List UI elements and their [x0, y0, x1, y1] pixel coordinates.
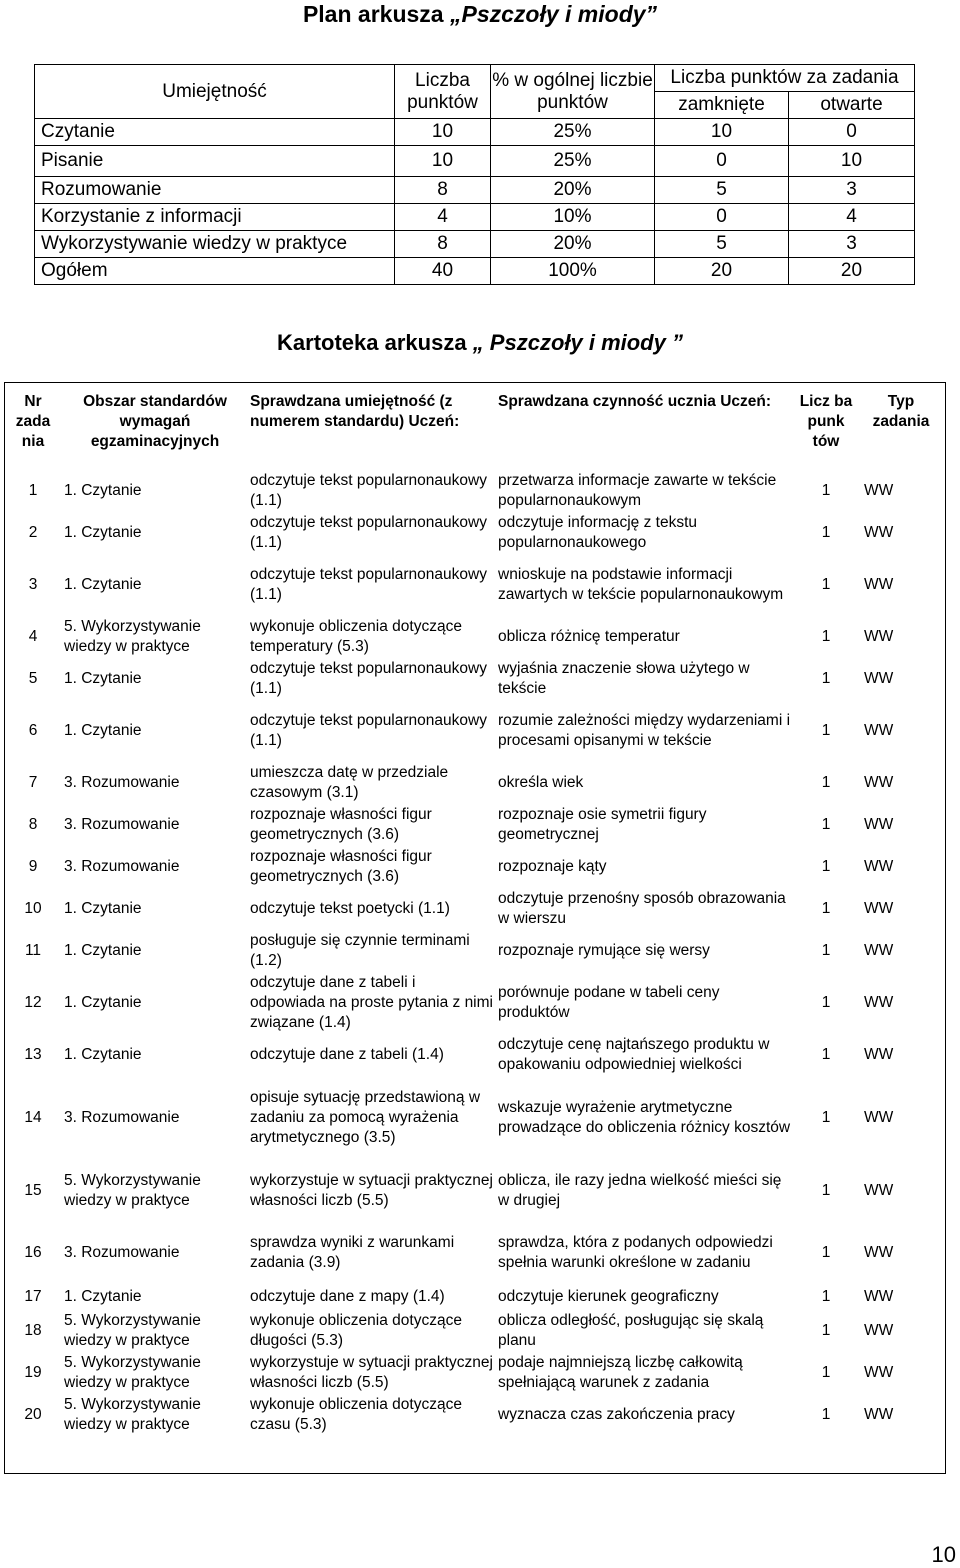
- task-number: 11: [24, 942, 42, 959]
- task-activity: wyznacza czas zakończenia pracy: [498, 1406, 735, 1423]
- header-skill: Umiejętność: [35, 65, 395, 119]
- task-row: [4, 554, 946, 616]
- task-area: 5. Wykorzystywanie wiedzy w praktyce: [64, 1312, 201, 1349]
- task-points: 1: [821, 816, 831, 833]
- task-number: 3: [28, 576, 38, 593]
- summary-points: 4: [395, 204, 491, 231]
- task-type: WW: [864, 1406, 894, 1423]
- task-row: [4, 1352, 946, 1394]
- task-points: 1: [821, 482, 831, 499]
- header-points: Liczba punktów: [395, 65, 491, 119]
- summary-percent: 20%: [491, 177, 655, 204]
- task-activity: rozpoznaje kąty: [498, 858, 607, 875]
- header-percent: % w ogólnej liczbie punktów: [491, 65, 655, 119]
- task-number: 16: [24, 1244, 42, 1261]
- task-skill: odczytuje tekst popularnonaukowy (1.1): [250, 712, 487, 749]
- summary-closed: 5: [655, 231, 789, 258]
- task-skill: wykorzystuje w sytuacji praktycznej własności liczb (5.5): [250, 1354, 493, 1391]
- task-type: WW: [864, 1364, 894, 1381]
- summary-row: [35, 204, 915, 231]
- header-points: Licz ba punk tów: [799, 393, 853, 450]
- task-area: 5. Wykorzystywanie wiedzy w praktyce: [64, 1172, 201, 1209]
- task-skill: wykonuje obliczenia dotyczące czasu (5.3): [250, 1396, 462, 1433]
- task-type: WW: [864, 900, 894, 917]
- task-skill: posługuje się czynnie terminami (1.2): [250, 932, 470, 969]
- task-number: 9: [28, 858, 38, 875]
- task-points: 1: [821, 722, 831, 739]
- task-activity: oblicza różnicę temperatur: [498, 628, 680, 645]
- summary-row: [35, 177, 915, 204]
- task-points: 1: [821, 1364, 831, 1381]
- task-row: [4, 1222, 946, 1284]
- task-type: WW: [864, 1046, 894, 1063]
- summary-open: 20: [789, 258, 915, 285]
- task-type: WW: [864, 576, 894, 593]
- summary-skill: Rozumowanie: [35, 177, 395, 204]
- task-area: 3. Rozumowanie: [64, 816, 180, 833]
- task-skill: wykonuje obliczenia dotyczące temperatury (5.3): [250, 618, 462, 655]
- task-type: WW: [864, 482, 894, 499]
- task-skill: wykorzystuje w sytuacji praktycznej własności liczb (5.5): [250, 1172, 493, 1209]
- task-points: 1: [821, 1046, 831, 1063]
- task-type: WW: [864, 670, 894, 687]
- task-row: [4, 846, 946, 888]
- task-skill: wykonuje obliczenia dotyczące długości (5.3): [250, 1312, 462, 1349]
- task-area: 5. Wykorzystywanie wiedzy w praktyce: [64, 618, 201, 655]
- task-row: [4, 1310, 946, 1352]
- summary-percent: 20%: [491, 231, 655, 258]
- summary-open: 4: [789, 204, 915, 231]
- task-number: 2: [28, 524, 38, 541]
- task-points: 1: [821, 774, 831, 791]
- task-number: 10: [24, 900, 42, 917]
- task-area: 1. Czytanie: [64, 670, 142, 687]
- task-type: WW: [864, 628, 894, 645]
- detail-table: [4, 380, 946, 1474]
- task-number: 5: [28, 670, 38, 687]
- task-number: 18: [24, 1322, 42, 1339]
- task-skill: sprawdza wyniki z warunkami zadania (3.9): [250, 1234, 455, 1271]
- task-points: 1: [821, 524, 831, 541]
- summary-points: 8: [395, 177, 491, 204]
- task-points: 1: [821, 942, 831, 959]
- page-number: 10: [931, 1542, 956, 1567]
- task-points: 1: [821, 1322, 831, 1339]
- task-type: WW: [864, 816, 894, 833]
- task-points: 1: [821, 858, 831, 875]
- task-area: 3. Rozumowanie: [64, 774, 180, 791]
- task-number: 12: [24, 994, 42, 1011]
- task-number: 19: [24, 1364, 42, 1381]
- task-area: 1. Czytanie: [64, 900, 142, 917]
- task-type: WW: [864, 1322, 894, 1339]
- task-type: WW: [864, 1288, 894, 1305]
- summary-closed: 5: [655, 177, 789, 204]
- task-number: 13: [24, 1046, 42, 1063]
- task-activity: sprawdza, która z podanych odpowiedzi spełnia warunki określone w zadaniu: [498, 1234, 773, 1271]
- task-points: 1: [821, 994, 831, 1011]
- task-skill: odczytuje dane z mapy (1.4): [250, 1288, 445, 1305]
- summary-points: 8: [395, 231, 491, 258]
- task-area: 3. Rozumowanie: [64, 858, 180, 875]
- task-activity: odczytuje informację z tekstu popularnonaukowego: [498, 514, 698, 551]
- task-number: 14: [24, 1109, 42, 1126]
- task-row: [4, 930, 946, 972]
- task-activity: porównuje podane w tabeli ceny produktów: [498, 984, 720, 1021]
- summary-skill: Wykorzystywanie wiedzy w praktyce: [35, 231, 395, 258]
- section-title: Kartoteka arkusza „ Pszczoły i miody ”: [277, 330, 683, 355]
- task-points: 1: [821, 1182, 831, 1199]
- task-row: [4, 762, 946, 804]
- summary-skill: Czytanie: [35, 119, 395, 146]
- header-area: Obszar standardów wymagań egzaminacyjnych: [83, 393, 227, 450]
- task-skill: odczytuje tekst poetycki (1.1): [250, 900, 450, 917]
- task-activity: odczytuje cenę najtańszego produktu w opakowaniu odpowiedniej wielkości: [498, 1036, 770, 1073]
- task-number: 17: [24, 1288, 42, 1305]
- summary-percent: 25%: [491, 119, 655, 146]
- summary-table: [34, 64, 914, 302]
- task-type: WW: [864, 942, 894, 959]
- task-area: 3. Rozumowanie: [64, 1109, 180, 1126]
- task-number: 20: [24, 1406, 42, 1423]
- task-number: 8: [28, 816, 38, 833]
- task-activity: podaje najmniejszą liczbę całkowitą spełniającą warunek z zadania: [498, 1354, 743, 1391]
- header-open: otwarte: [789, 92, 915, 119]
- task-activity: określa wiek: [498, 774, 584, 791]
- task-skill: opisuje sytuację przedstawioną w zadaniu za pomocą wyrażenia arytmetycznego (3.5): [250, 1089, 481, 1146]
- task-area: 1. Czytanie: [64, 1288, 142, 1305]
- task-skill: odczytuje tekst popularnonaukowy (1.1): [250, 660, 487, 697]
- task-row: [4, 616, 946, 658]
- task-number: 4: [28, 628, 38, 645]
- task-activity: odczytuje przenośny sposób obrazowania w wierszu: [498, 890, 786, 927]
- task-activity: wskazuje wyrażenie arytmetyczne prowadzące do obliczenia różnicy kosztów: [498, 1099, 791, 1136]
- summary-closed: 10: [655, 119, 789, 146]
- task-area: 1. Czytanie: [64, 482, 142, 499]
- task-number: 1: [28, 482, 38, 499]
- task-skill: odczytuje tekst popularnonaukowy (1.1): [250, 514, 487, 551]
- task-area: 3. Rozumowanie: [64, 1244, 180, 1261]
- task-type: WW: [864, 524, 894, 541]
- task-points: 1: [821, 1406, 831, 1423]
- task-skill: odczytuje tekst popularnonaukowy (1.1): [250, 472, 487, 509]
- task-area: 1. Czytanie: [64, 524, 142, 541]
- summary-points: 40: [395, 258, 491, 285]
- task-points: 1: [821, 670, 831, 687]
- header-type: Typ zadania: [872, 393, 930, 430]
- header-activity: Sprawdzana czynność ucznia Uczeń:: [498, 393, 772, 410]
- summary-points: 10: [395, 146, 491, 177]
- summary-closed: 0: [655, 204, 789, 231]
- summary-row: [35, 146, 915, 177]
- task-row: [4, 1394, 946, 1436]
- task-row: [4, 1076, 946, 1160]
- task-activity: rozpoznaje osie symetrii figury geometrycznej: [498, 806, 707, 843]
- task-row: [4, 1160, 946, 1222]
- summary-closed: 20: [655, 258, 789, 285]
- summary-percent: 100%: [491, 258, 655, 285]
- summary-skill: Pisanie: [35, 146, 395, 177]
- header-tested-skill: Sprawdzana umiejętność (z numerem standardu) Uczeń:: [250, 393, 460, 430]
- task-row: [4, 1284, 946, 1310]
- summary-open: 3: [789, 177, 915, 204]
- task-skill: rozpoznaje własności figur geometrycznych (3.6): [250, 848, 432, 885]
- page-title: Plan arkusza „Pszczoły i miody”: [302, 1, 658, 27]
- task-type: WW: [864, 994, 894, 1011]
- task-area: 5. Wykorzystywanie wiedzy w praktyce: [64, 1396, 201, 1433]
- task-area: 1. Czytanie: [64, 942, 142, 959]
- task-activity: rozpoznaje rymujące się wersy: [498, 942, 710, 959]
- task-activity: wyjaśnia znaczenie słowa użytego w tekście: [498, 660, 750, 697]
- summary-open: 3: [789, 231, 915, 258]
- task-area: 1. Czytanie: [64, 994, 142, 1011]
- task-area: 1. Czytanie: [64, 576, 142, 593]
- task-activity: wnioskuje na podstawie informacji zawartych w tekście popularnonaukowym: [498, 566, 784, 603]
- summary-closed: 0: [655, 146, 789, 177]
- task-points: 1: [821, 576, 831, 593]
- summary-percent: 25%: [491, 146, 655, 177]
- header-nr: Nr zada nia: [15, 393, 51, 450]
- task-row: [4, 512, 946, 554]
- summary-row: [35, 258, 915, 285]
- task-skill: rozpoznaje własności figur geometrycznych (3.6): [250, 806, 432, 843]
- task-skill: odczytuje dane z tabeli i odpowiada na proste pytania z nimi związane (1.4): [250, 974, 493, 1031]
- summary-percent: 10%: [491, 204, 655, 231]
- header-by-task: Liczba punktów za zadania: [655, 65, 915, 92]
- summary-skill: Korzystanie z informacji: [35, 204, 395, 231]
- task-points: 1: [821, 1244, 831, 1261]
- task-number: 15: [24, 1182, 42, 1199]
- task-number: 7: [28, 774, 38, 791]
- task-type: WW: [864, 1244, 894, 1261]
- task-activity: odczytuje kierunek geograficzny: [498, 1288, 719, 1305]
- task-activity: rozumie zależności między wydarzeniami i procesami opisanymi w tekście: [498, 712, 791, 749]
- summary-points: 10: [395, 119, 491, 146]
- task-row: [4, 1034, 946, 1076]
- header-closed: zamknięte: [655, 92, 789, 119]
- task-row: [4, 804, 946, 846]
- task-type: WW: [864, 774, 894, 791]
- summary-row: [35, 119, 915, 146]
- task-type: WW: [864, 1109, 894, 1126]
- task-row: [4, 470, 946, 512]
- task-points: 1: [821, 900, 831, 917]
- task-points: 1: [821, 1109, 831, 1126]
- task-row: [4, 888, 946, 930]
- task-area: 5. Wykorzystywanie wiedzy w praktyce: [64, 1354, 201, 1391]
- task-type: WW: [864, 858, 894, 875]
- task-row: [4, 972, 946, 1034]
- task-points: 1: [821, 628, 831, 645]
- task-skill: umieszcza datę w przedziale czasowym (3.1): [250, 764, 449, 801]
- task-type: WW: [864, 722, 894, 739]
- task-row: [4, 700, 946, 762]
- task-row: [4, 658, 946, 700]
- task-activity: oblicza, ile razy jedna wielkość mieści się w drugiej: [498, 1172, 782, 1209]
- task-activity: oblicza odległość, posługując się skalą planu: [498, 1312, 764, 1349]
- task-activity: przetwarza informacje zawarte w tekście popularnonaukowym: [498, 472, 777, 509]
- task-number: 6: [28, 722, 38, 739]
- summary-open: 0: [789, 119, 915, 146]
- task-skill: odczytuje dane z tabeli (1.4): [250, 1046, 444, 1063]
- summary-skill: Ogółem: [35, 258, 395, 285]
- task-area: 1. Czytanie: [64, 1046, 142, 1063]
- task-area: 1. Czytanie: [64, 722, 142, 739]
- task-type: WW: [864, 1182, 894, 1199]
- task-skill: odczytuje tekst popularnonaukowy (1.1): [250, 566, 487, 603]
- summary-open: 10: [789, 146, 915, 177]
- summary-row: [35, 231, 915, 258]
- task-points: 1: [821, 1288, 831, 1305]
